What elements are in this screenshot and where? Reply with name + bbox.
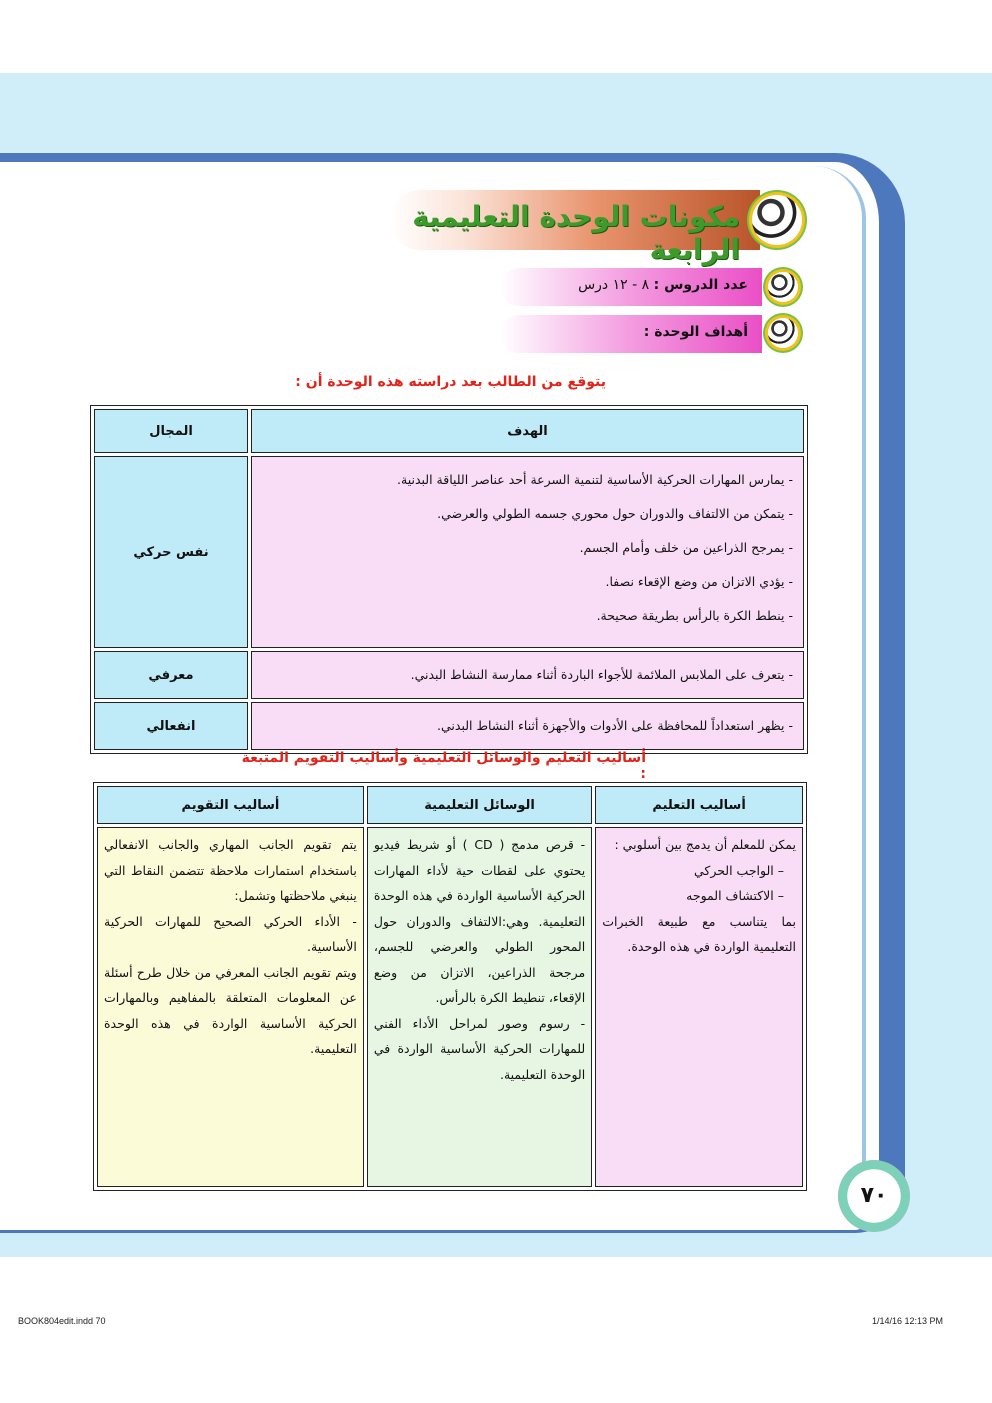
methods-line: بما يتناسب مع طبيعة الخبرات التعليمية الواردة في هذه الوحدة. bbox=[602, 913, 796, 954]
footer-date: 1/14/16 12:13 PM bbox=[872, 1316, 944, 1326]
domain-cell: انفعالي bbox=[94, 702, 248, 750]
goal-item: - يؤدي الاتزان من وضع الإقعاء نصفا. bbox=[605, 574, 793, 589]
goal-header: الهدف bbox=[251, 409, 804, 453]
domain-header: المجال bbox=[94, 409, 248, 453]
means-line: - قرص مدمج ( CD ) أو شريط فيديو يحتوي على لقطات حية لأداء المهارات الحركية الأساسية الواردة في هذه الوحدة التعليمية. وهي:الالتفاف والدوران حول المحور الطولي والعرضي للجسم، مرجحة الذراعين، الاتزان من وضع الإقعاء، تنطيط الكرة بالرأس. bbox=[373, 837, 586, 1005]
methods-line: يمكن للمعلم أن يدمج بين أسلوبي : bbox=[614, 837, 796, 852]
lessons-label: عدد الدروس : bbox=[653, 277, 748, 293]
table-row bbox=[97, 827, 803, 1187]
lessons-info bbox=[520, 277, 748, 293]
methods-table bbox=[93, 782, 807, 1191]
domain-cell: معرفي bbox=[94, 651, 248, 699]
means-header: الوسائل التعليمية bbox=[367, 786, 592, 824]
means-line: - رسوم وصور لمراحل الأداء الفني للمهارات الحركية الأساسية الواردة في الوحدة التعليمية. bbox=[373, 1015, 586, 1082]
objectives-heading bbox=[520, 324, 748, 340]
goal-item: - يتمكن من الالتفاف والدوران حول محوري جسمه الطولي والعرضي. bbox=[437, 506, 793, 521]
objectives-table bbox=[90, 405, 808, 754]
methods-cell bbox=[595, 827, 803, 1187]
table-row bbox=[94, 456, 804, 648]
page-number: ٧٠ bbox=[838, 1160, 910, 1232]
lessons-value: ٨ - ١٢ درس bbox=[578, 277, 650, 293]
page-title: مكونات الوحدة التعليمية الرابعة bbox=[412, 200, 740, 266]
goal-cell bbox=[251, 456, 804, 648]
goal-item: - يتعرف على الملابس الملائمة للأجواء الباردة أثناء ممارسة النشاط البدني. bbox=[410, 667, 793, 682]
evaluation-line: ويتم تقويم الجانب المعرفي من خلال طرح أسئلة عن المعلومات المتعلقة بالمفاهيم وبالمهارات الحركية الأساسية الواردة في هذه الوحدة التعليمية. bbox=[104, 964, 357, 1056]
soccer-ball-small-icon bbox=[768, 272, 798, 302]
objectives-label: أهداف الوحدة : bbox=[643, 324, 748, 340]
goal-cell bbox=[251, 651, 804, 699]
methods-line: – الواجب الحركي bbox=[693, 862, 784, 878]
intro-text: يتوقع من الطالب بعد دراسته هذه الوحدة أن : bbox=[295, 374, 606, 390]
evaluation-cell bbox=[97, 827, 364, 1187]
goal-item: - يظهر استعداداً للمحافظة على الأدوات والأجهزة أثناء النشاط البدني. bbox=[437, 718, 793, 733]
goal-item: - ينطط الكرة بالرأس بطريقة صحيحة. bbox=[596, 608, 793, 623]
soccer-ball-small-icon bbox=[768, 318, 798, 348]
methods-line: – الاكتشاف الموجه bbox=[686, 888, 784, 903]
evaluation-line: يتم تقويم الجانب المهاري والجانب الانفعالي باستخدام استمارات ملاحظة تتضمن النقاط التي ينبغي ملاحظتها وتشمل: bbox=[104, 837, 357, 903]
evaluation-line: - الأداء الحركي الصحيح للمهارات الحركية الأساسية. bbox=[104, 913, 357, 954]
table-row bbox=[94, 702, 804, 750]
methods-header: أساليب التعليم bbox=[595, 786, 803, 824]
means-cell bbox=[367, 827, 592, 1187]
goal-item: - يمرجح الذراعين من خلف وأمام الجسم. bbox=[579, 540, 793, 555]
domain-cell: نفس حركي bbox=[94, 456, 248, 648]
evaluation-header: أساليب التقويم bbox=[97, 786, 364, 824]
footer-file: BOOK804edit.indd 70 bbox=[18, 1316, 106, 1326]
goal-cell bbox=[251, 702, 804, 750]
methods-title: أساليب التعليم والوسائل التعليمية وأساليب التقويم المتبعة : bbox=[241, 750, 646, 782]
table-row bbox=[94, 651, 804, 699]
goal-item: - يمارس المهارات الحركية الأساسية لتنمية السرعة أحد عناصر اللياقة البدنية. bbox=[397, 472, 793, 487]
soccer-ball-icon bbox=[752, 195, 802, 245]
